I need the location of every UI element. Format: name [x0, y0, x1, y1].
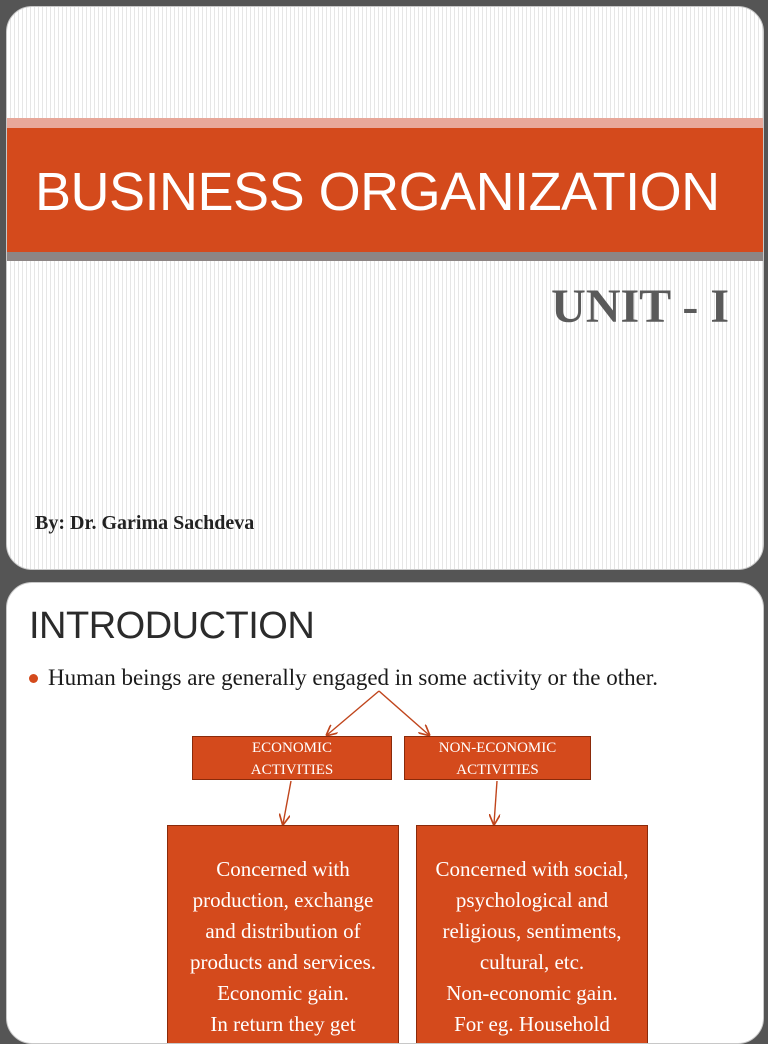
description-line: psychological and [455, 888, 609, 912]
title-band-top [7, 118, 763, 128]
arrow-to-non-economic [379, 691, 429, 735]
description-line: religious, sentiments, [442, 919, 622, 943]
non-economic-description-box [416, 825, 648, 1044]
description-line: In return they get [210, 1012, 356, 1036]
description-line: Economic gain. [217, 981, 349, 1005]
non-economic-activities-box [404, 736, 591, 780]
description-line: production, exchange [192, 888, 374, 912]
arrow-non-economic-to-desc [494, 781, 497, 824]
category-label: ECONOMIC [251, 740, 332, 756]
author-credit: By: Dr. Garima Sachdeva [35, 512, 255, 534]
description-line: Concerned with social, [435, 857, 629, 881]
introduction-slide [6, 582, 764, 1044]
description-line: Non-economic gain. [446, 981, 618, 1005]
title-slide [6, 6, 764, 570]
category-label: NON-ECONOMIC [438, 740, 557, 756]
title-band-bottom [7, 252, 763, 261]
category-label: ACTIVITIES [250, 762, 334, 778]
bullet-text: Human beings are generally engaged in some activity or the other. [48, 665, 658, 690]
slide-subtitle: UNIT - I [551, 280, 729, 333]
description-line: Concerned with [216, 857, 350, 881]
slide-title: BUSINESS ORGANIZATION [35, 162, 720, 222]
economic-activities-box [192, 736, 392, 780]
intro-title: INTRODUCTION [29, 605, 315, 647]
description-line: For eg. Household [454, 1012, 610, 1036]
description-line: and distribution of [205, 919, 361, 943]
arrow-economic-to-desc [283, 781, 291, 824]
economic-description-box [167, 825, 399, 1044]
arrow-to-economic [327, 691, 379, 735]
description-line: products and services. [189, 950, 377, 974]
description-line: cultural, etc. [479, 950, 585, 974]
category-label: ACTIVITIES [456, 762, 539, 778]
